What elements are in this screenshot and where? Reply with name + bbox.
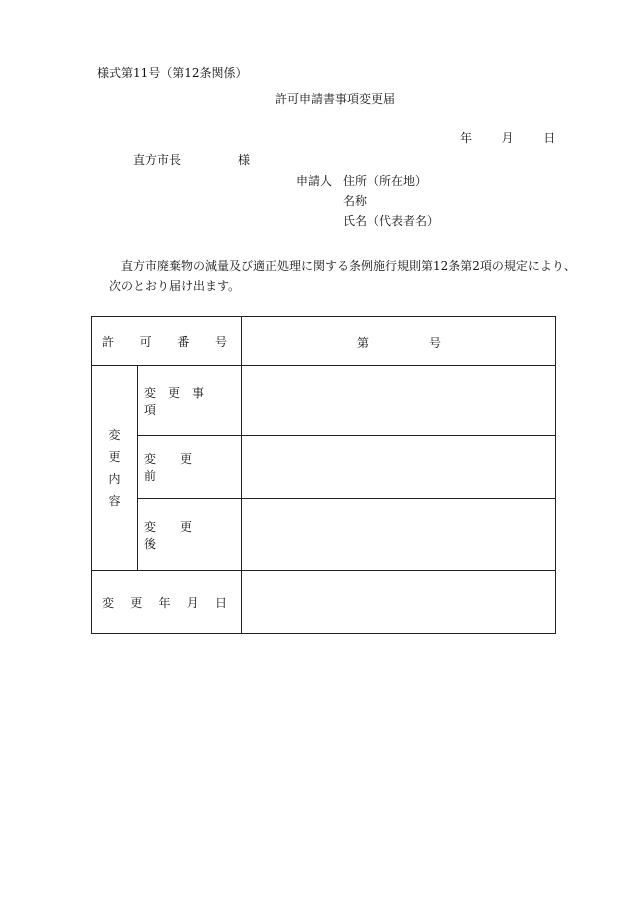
change-form-table	[91, 316, 556, 634]
recipient-honorific: 様	[238, 153, 251, 167]
form-number: 様式第11号（第12条関係）	[97, 66, 248, 80]
after-change-label: 変 更 後	[138, 499, 242, 571]
change-item-field[interactable]	[242, 366, 556, 436]
month-label: 月	[501, 131, 514, 145]
change-item-label: 変 更 事 項	[138, 366, 242, 436]
date-line	[460, 131, 555, 145]
permit-number-prefix: 第	[357, 336, 370, 350]
before-change-field[interactable]	[242, 436, 556, 499]
year-label: 年	[460, 131, 473, 145]
body-text-line2: 次のとおり届け出ます。	[109, 279, 241, 293]
after-change-field[interactable]	[242, 499, 556, 571]
before-change-label: 変 更 前	[138, 436, 242, 499]
body-text-line1: 直方市廃棄物の減量及び適正処理に関する条例施行規則第12条第2項の規定により、	[121, 259, 576, 273]
form-title: 許可申請書事項変更届	[275, 92, 396, 106]
change-content-label: 変 更 内 容	[92, 366, 138, 571]
permit-number-field[interactable]	[242, 317, 556, 366]
applicant-label: 申請人	[296, 174, 333, 188]
recipient-name: 直方市長	[133, 153, 182, 167]
permit-number-label: 許 可 番 号	[92, 317, 242, 366]
applicant-representative-label: 氏名（代表者名）	[343, 214, 440, 228]
change-date-field[interactable]	[242, 571, 556, 634]
applicant-address-label: 住所（所在地）	[343, 174, 428, 188]
applicant-name-label: 名称	[343, 194, 368, 208]
change-date-label: 変 更 年 月 日	[92, 571, 242, 634]
permit-number-suffix: 号	[429, 336, 442, 350]
day-label: 日	[543, 131, 556, 145]
